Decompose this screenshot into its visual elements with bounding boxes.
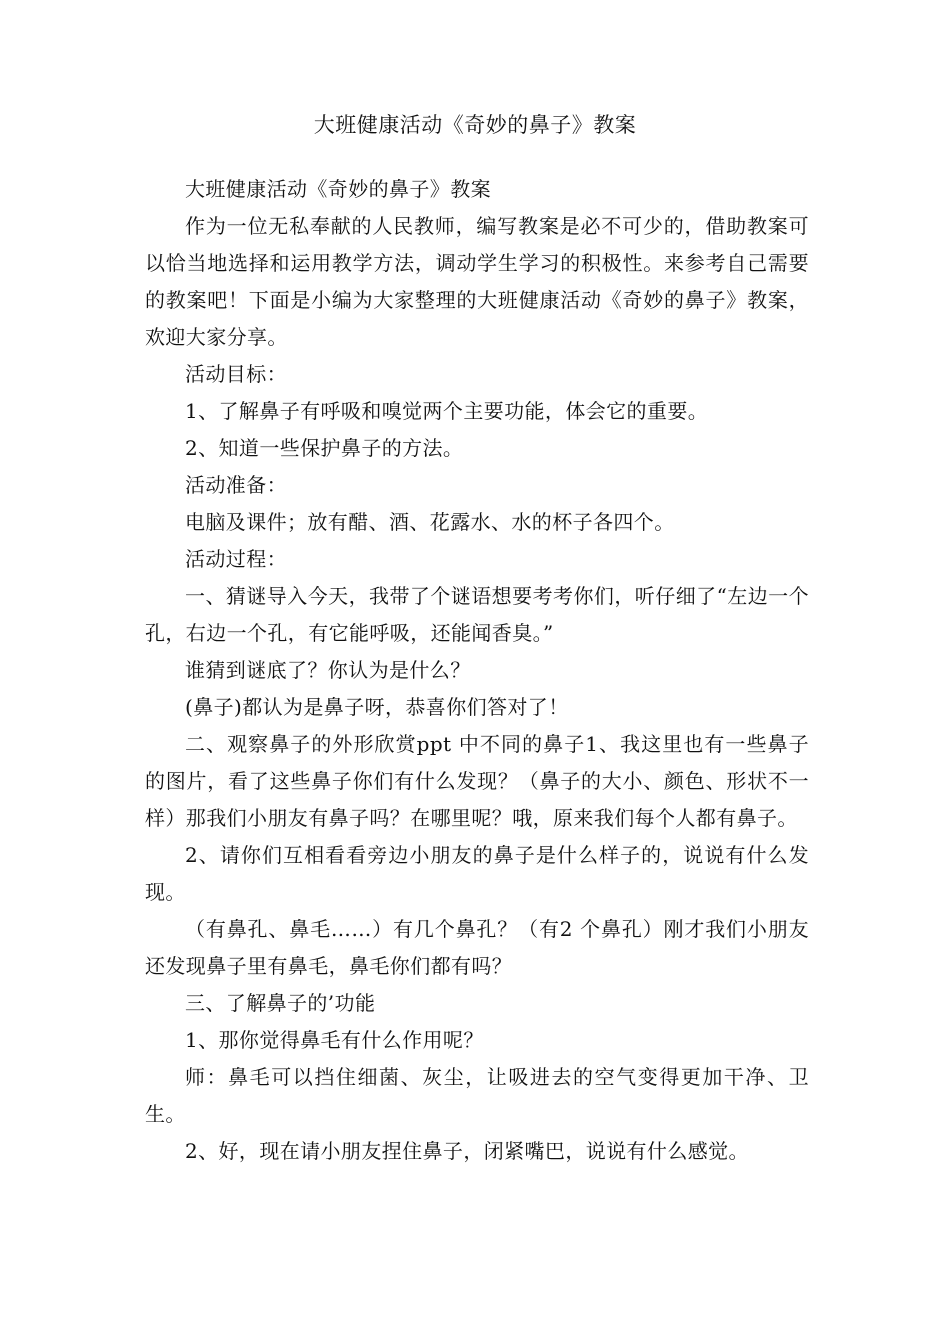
- process-step-observe: 二、观察鼻子的外形欣赏ppt 中不同的鼻子1、我这里也有一些鼻子的图片，看了这些鼻子你们有什么发现？（鼻子的大小、颜色、形状不一样）那我们小朋友有鼻子吗？在哪里呢？哦，原来我们每个人都有鼻子。: [145, 732, 809, 830]
- process-step-function: 三、了解鼻子的’功能: [185, 991, 376, 1015]
- process-question: 谁猜到谜底了？你认为是什么？: [185, 658, 471, 682]
- paragraph-intro: 作为一位无私奉献的人民教师，编写教案是必不可少的，借助教案可以恰当地选择和运用教学方法，调动学生学习的积极性。来参考自己需要的教案吧！下面是小编为大家整理的大班健康活动《奇妙的鼻子》教案，欢迎大家分享。: [145, 214, 809, 349]
- process-answer: (鼻子)都认为是鼻子呀，恭喜你们答对了！: [185, 695, 569, 719]
- document-title: 大班健康活动《奇妙的鼻子》教案: [313, 113, 637, 137]
- heading-activity-preparation: 活动准备：: [185, 473, 287, 497]
- preparation-text: 电脑及课件；放有醋、酒、花露水、水的杯子各四个。: [185, 510, 675, 534]
- process-step-look: 2、请你们互相看看旁边小朋友的鼻子是什么样子的，说说有什么发现。: [145, 843, 809, 904]
- paragraph-subtitle: 大班健康活动《奇妙的鼻子》教案: [185, 177, 491, 201]
- goal-item-1: 1、了解鼻子有呼吸和嗅觉两个主要功能，体会它的重要。: [185, 399, 709, 423]
- function-experiment: 2、好，现在请小朋友捏住鼻子，闭紧嘴巴，说说有什么感觉。: [185, 1139, 749, 1163]
- process-step-riddle: 一、猜谜导入今天，我带了个谜语想要考考你们，听仔细了“左边一个孔，右边一个孔，有它能呼吸，还能闻香臭。”: [145, 584, 809, 645]
- document-body: [145, 171, 809, 1170]
- teacher-explanation: 师：鼻毛可以挡住细菌、灰尘，让吸进去的空气变得更加干净、卫生。: [145, 1065, 809, 1126]
- goal-item-2: 2、知道一些保护鼻子的方法。: [185, 436, 464, 460]
- function-question: 1、那你觉得鼻毛有什么作用呢？: [185, 1028, 484, 1052]
- heading-activity-goals: 活动目标：: [185, 362, 287, 386]
- process-nostrils: （有鼻孔、鼻毛……）有几个鼻孔？（有2 个鼻孔）刚才我们小朋友还发现鼻子里有鼻毛，鼻毛你们都有吗？: [145, 917, 809, 978]
- heading-activity-process: 活动过程：: [185, 547, 287, 571]
